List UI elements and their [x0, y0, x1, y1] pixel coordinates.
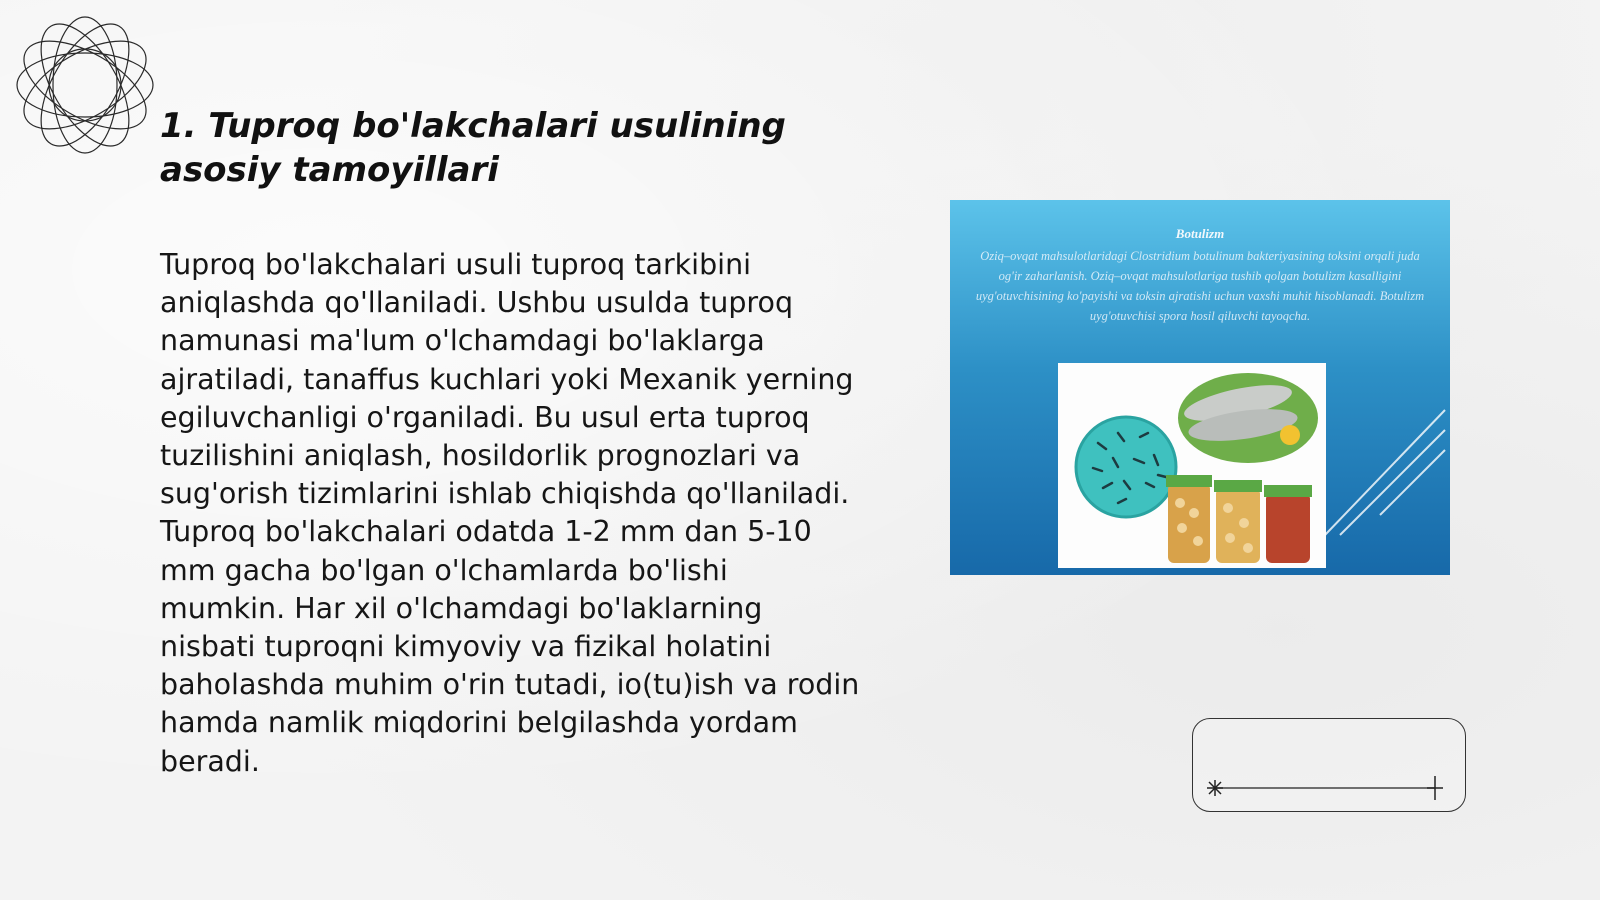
title-line-2: asosiy tamoyillari [160, 150, 499, 190]
body-paragraph: Tuproq bo'lakchalari usuli tuproq tarkibini aniqlashda qo'llaniladi. Ushbu usulda tuproq namunasi ma'lum o'lchamdagi bo'laklarga ajratiladi, tanaffus kuchlari yoki Mexanik yerning egiluvchanligi o'rganiladi. Bu usul erta tuproq tuzilishini aniqlash, hosildorlik prognozlari va sug'orish tizimlarini ishlab chiqishda qo'llaniladi. Tuproq bo'lakchalari odatda 1-2 mm dan 5-10 mm gacha bo'lgan o'lchamlarda bo'lishi mumkin. Har xil o'lchamdagi bo'laklarning nisbati tuproqni kimyoviy va fizikal holatini baholashda muhim o'rin tutadi, io(tu)ish va rodin hamda namlik miqdorini belgilashda yordam beradi. [160, 248, 860, 778]
image-heading: Botulizm [1175, 226, 1225, 241]
image-caption: Oziq–ovqat mahsulotlaridagi Clostridium botulinum bakteriyasining toksini orqali juda og'ir zaharlanish. Oziq–ovqat mahsulotlariga tushib qolgan botulizm kasalligini uyg'otuvchisining ko'payishi va toksin ajratishi uchun vaxshi muhit hisoblanadi. Botulizm uyg'otuvchisi spora hosil qiluvchi tayoqcha. [975, 249, 1425, 323]
sparkle-star-icon [1207, 780, 1223, 796]
food-bacteria-photo [1058, 363, 1326, 568]
embedded-slide-image [950, 200, 1450, 575]
title-line-1: 1. Tuproq bo'lakchalari usulining [160, 106, 786, 146]
plus-star-icon [1427, 776, 1443, 800]
decorative-callout-box [1192, 718, 1466, 812]
rosette-ornament-icon [10, 10, 160, 160]
decorative-streaks [1320, 405, 1450, 575]
slide-title [160, 104, 860, 192]
